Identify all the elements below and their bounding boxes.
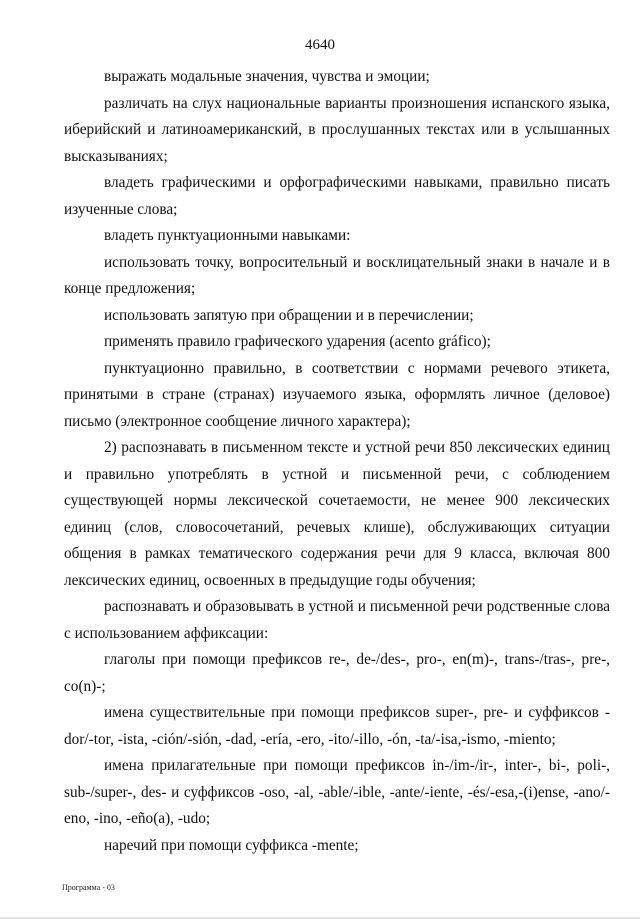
paragraph: распознавать и образовывать в устной и письменной речи родственные слова с использованием аффиксации: <box>64 598 610 642</box>
page-footer: Программа - 03 <box>62 883 115 892</box>
paragraph: наречий при помощи суффикса -mente; <box>104 836 359 854</box>
paragraph: владеть пунктуационными навыками: <box>104 227 351 244</box>
paragraph: владеть графическими и орфографическими навыками, правильно писать изученные слова; <box>64 174 610 218</box>
paragraph: имена прилагательные при помощи префиксов in-/im-/ir-, inter-, bi-, poli-, sub-/super-, des- и суффиксов -oso, -al, -able/-ible, -ante/-iente, -és/-esa,-(i)ense, -ano/-eno, -ino, -eño(a), -udo; <box>64 757 610 827</box>
document-body <box>64 64 610 859</box>
paragraph: применять правило графического ударения (acento gráfico); <box>104 333 491 350</box>
paragraph: различать на слух национальные варианты произношения испанского языка, иберийский и латиноамериканский, в прослушанных текстах или в услышанных высказываниях; <box>64 94 610 165</box>
page-number: 4640 <box>305 37 335 53</box>
paragraph: использовать запятую при обращении и в перечислении; <box>104 306 474 324</box>
paragraph: использовать точку, вопросительный и восклицательный знаки в начале и в конце предложения; <box>64 253 610 297</box>
paragraph: 2) распознавать в письменном тексте и устной речи 850 лексических единиц и правильно употреблять в устной и письменной речи, с соблюдением существующей нормы лексической сочетаемости, не менее 900 лексических единиц (слов, словосочетаний, речевых клише), обслуживающих ситуации общения в рамках тематического содержания речи для 9 класса, включая 800 лексических единиц, освоенных в предыдущие годы обучения; <box>64 439 610 589</box>
paragraph: пунктуационно правильно, в соответствии с нормами речевого этикета, принятыми в стране (странах) изучаемого языка, оформлять личное (деловое) письмо (электронное сообщение личного характера); <box>64 359 610 430</box>
paragraph: глаголы при помощи префиксов re-, de-/des-, pro-, en(m)-, trans-/tras-, pre-, co(n)-; <box>64 651 610 695</box>
paragraph: имена существительные при помощи префиксов super-, pre- и суффиксов -dor/-tor, -ista, -ción/-sión, -dad, -ería, -ero, -ito/-illo, -ón, -ta/-isa,-ismo, -miento; <box>64 704 610 748</box>
paragraph: выражать модальные значения, чувства и эмоции; <box>104 68 430 85</box>
